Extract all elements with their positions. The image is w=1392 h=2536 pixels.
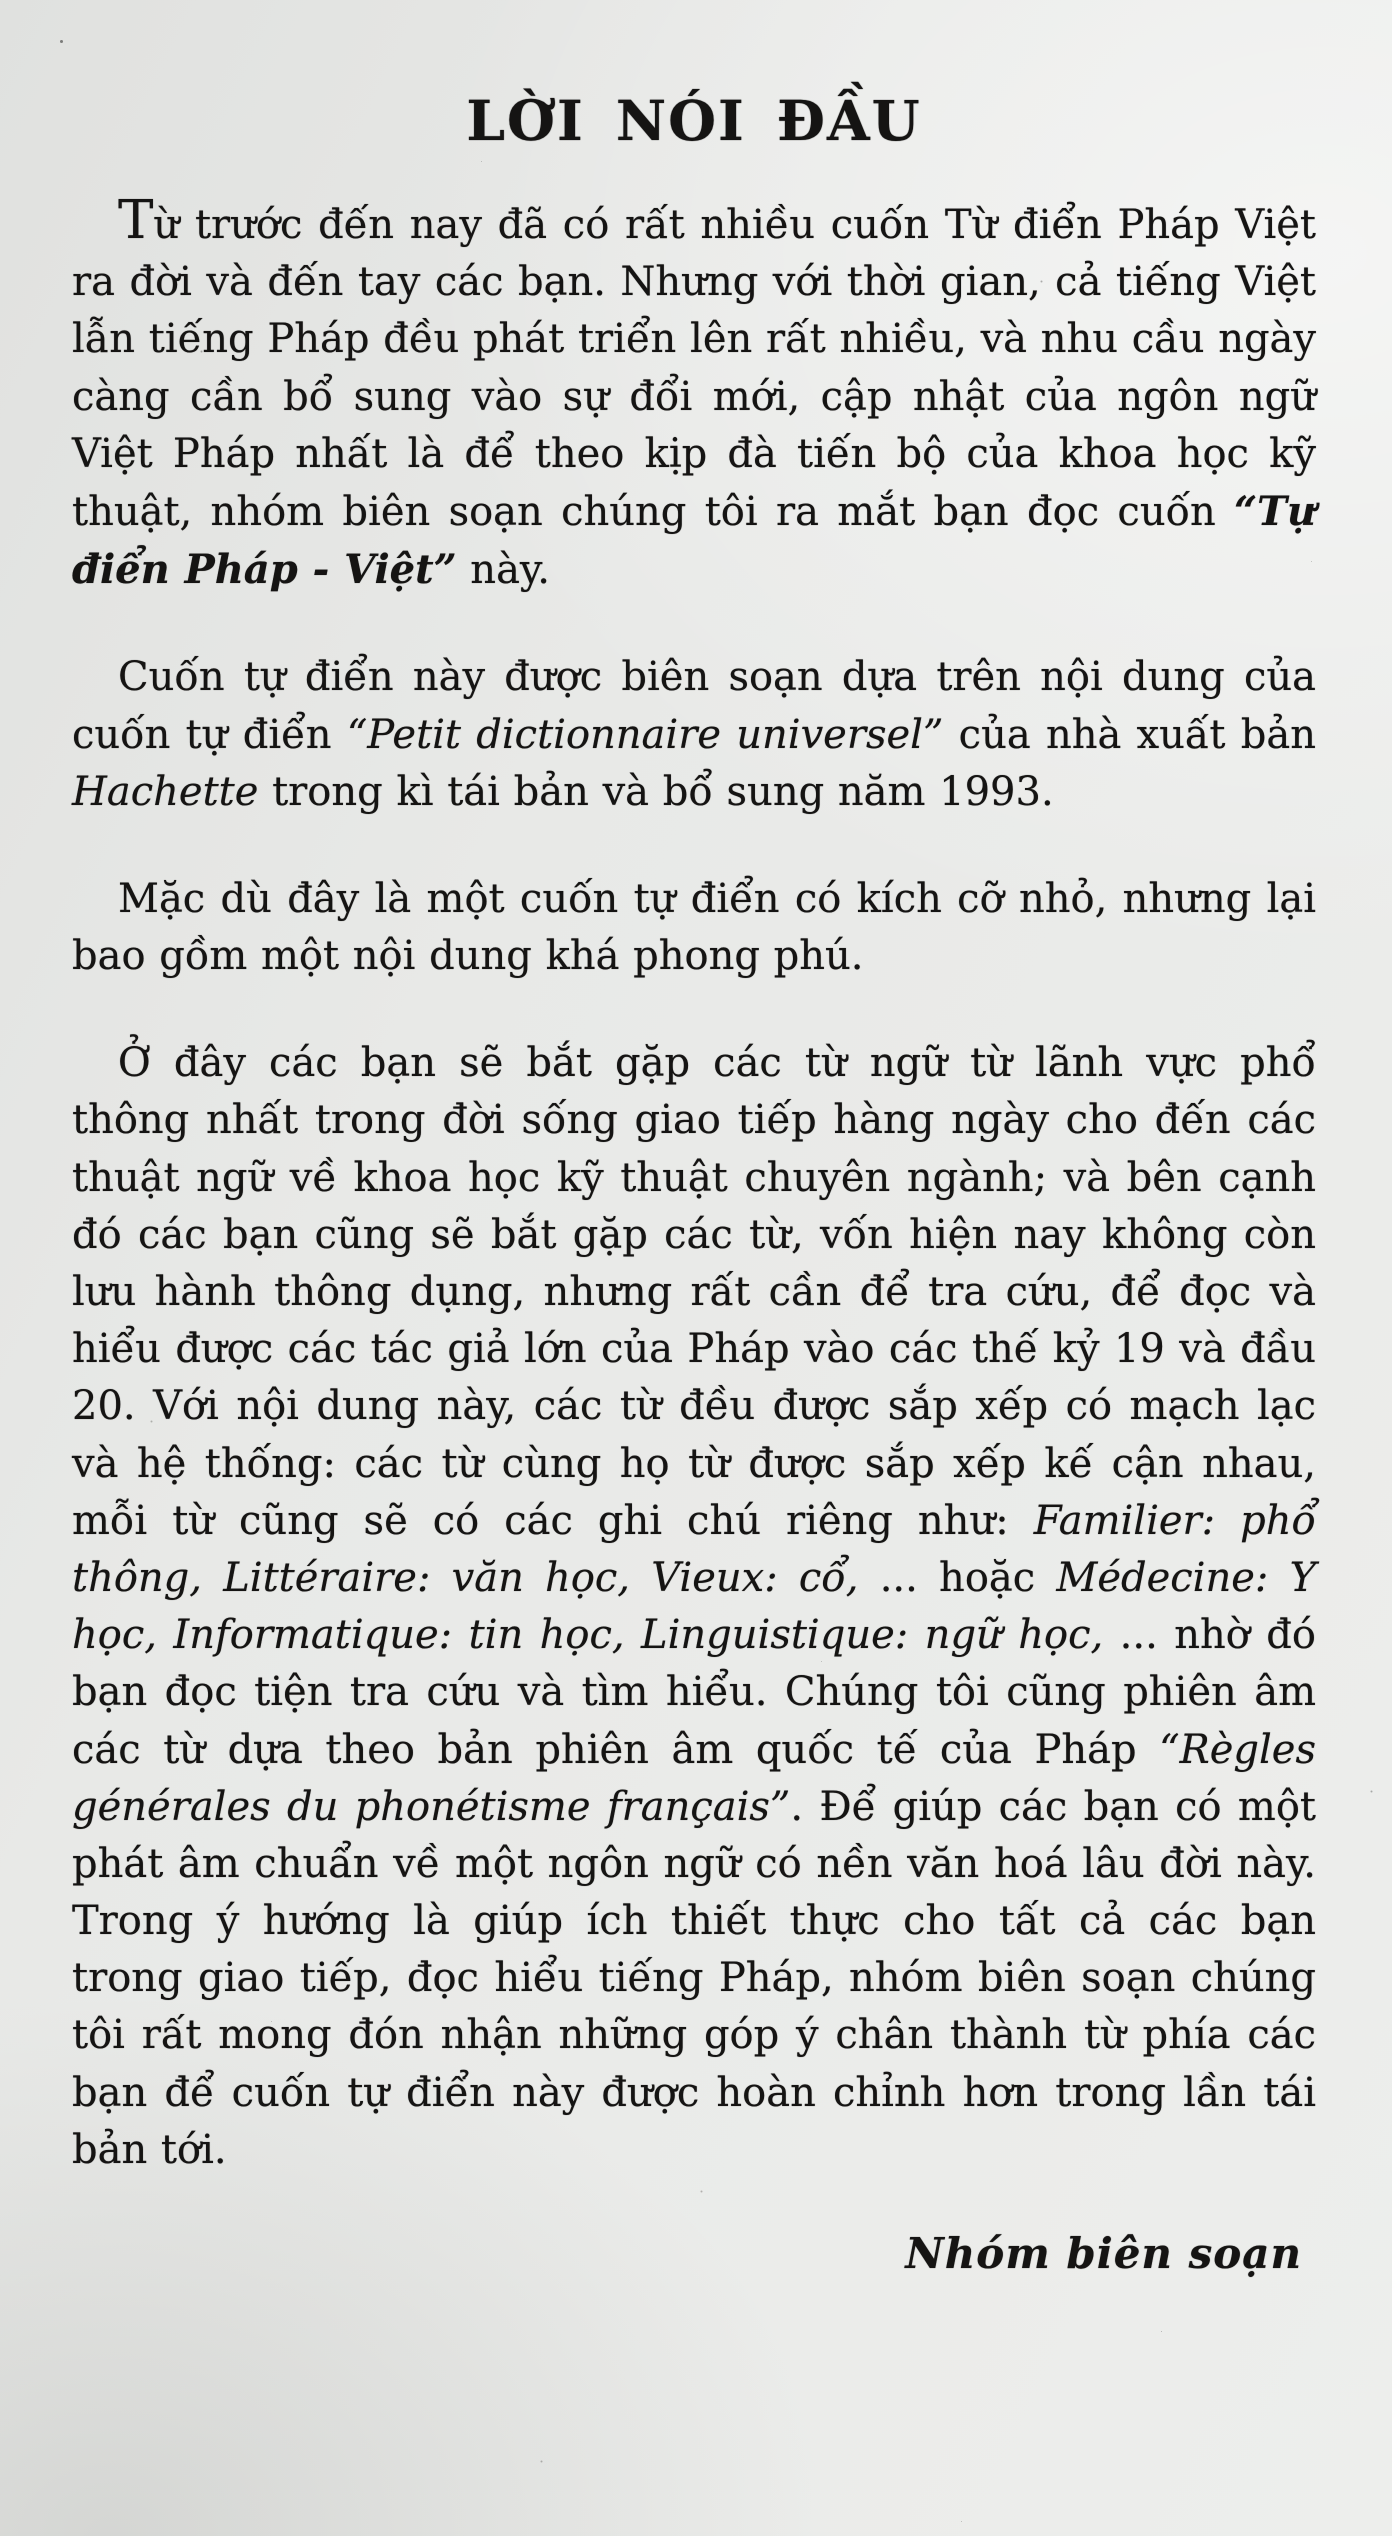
paragraph-intro: Từ trước đến nay đã có rất nhiều cuốn Từ điển Pháp Việt ra đời và đến tay các bạn. Nhưng với thời gian, cả tiếng Việt lẫn tiếng Pháp đều phát triển lên rất nhiều, và nhu cầu ngày càng cần bổ sung vào sự đổi mới, cập nhật của ngôn ngữ Việt Pháp nhất là để theo kịp đà tiến bộ của khoa học kỹ thuật, nhóm biên soạn chúng tôi ra mắt bạn đọc cuốn “Tự điển Pháp - Việt” này.	[72, 189, 1316, 594]
signature: Nhóm biên soạn	[905, 2229, 1302, 2278]
paragraph-size: Mặc dù đây là một cuốn tự điển có kích cỡ nhỏ, nhưng lại bao gồm một nội dung khá phong phú.	[72, 875, 1316, 980]
page-title: LỜI NÓI ĐẦU	[466, 88, 922, 153]
paragraph-source: Cuốn tự điển này được biên soạn dựa trên nội dung của cuốn tự điển “Petit dictionnaire universel” của nhà xuất bản Hachette trong kì tái bản và bổ sung năm 1993.	[72, 654, 1316, 815]
paragraph-content: Ở đây các bạn sẽ bắt gặp các từ ngữ từ lãnh vực phổ thông nhất trong đời sống giao tiếp hàng ngày cho đến các thuật ngữ về khoa học kỹ thuật chuyên ngành; và bên cạnh đó các bạn cũng sẽ bắt gặp các từ, vốn hiện nay không còn lưu hành thông dụng, nhưng rất cần để tra cứu, để đọc và hiểu được các tác giả lớn của Pháp vào các thế kỷ 19 và đầu 20. Với nội dung này, các từ đều được sắp xếp có mạch lạc và hệ thống: các từ cùng họ từ được sắp xếp kế cận nhau, mỗi từ cũng sẽ có các ghi chú riêng như: Familier: phổ thông, Littéraire: văn học, Vieux: cổ, ... hoặc Médecine: Y học, Informatique: tin học, Linguistique: ngữ học, ... nhờ đó bạn đọc tiện tra cứu và tìm hiểu. Chúng tôi cũng phiên âm các từ dựa theo bản phiên âm quốc tế của Pháp “Règles générales du phonétisme français”. Để giúp các bạn có một phát âm chuẩn về một ngôn ngữ có nền văn hoá lâu đời này. Trong ý hướng là giúp ích thiết thực cho tất cả các bạn trong giao tiếp, đọc hiểu tiếng Pháp, nhóm biên soạn chúng tôi rất mong đón nhận những góp ý chân thành từ phía các bạn để cuốn tự điển này được hoàn chỉnh hơn trong lần tái bản tới.	[72, 1040, 1317, 2173]
